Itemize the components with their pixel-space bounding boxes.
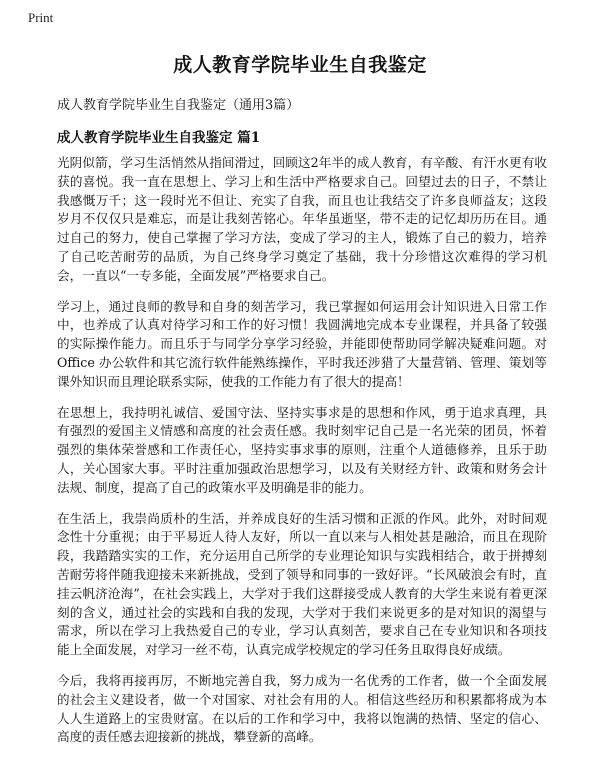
paragraph-1: 光阴似箭，学习生活悄然从指间滑过，回顾这2年半的成人教育，有辛酸、有汗水更有收获的喜悦。我一直在思想上、学习上和生活中严格要求自己。回望过去的日子，不禁让我感慨万千；这一段时光不但让、充实了自我，而且也让我结交了许多良师益友；这段岁月不仅仅只是难忘，而是让我刻苦铭心。年华虽逝坚，带不走的记忆却历历在目。通过自己的努力，使自己掌握了学习方法，变成了学习的主人，锻炼了自己的毅力，培养了自己吃苦耐劳的品质，为自己终身学习奠定了基础，我十分珍惜这次难得的学习机会，一直以“一专多能，全面发展”严格要求自己。 bbox=[57, 155, 547, 283]
paragraph-4: 在生活上，我崇尚质朴的生活，并养成良好的生活习惯和正派的作风。此外，对时间观念性十分重视；由于平易近人待人友好，所以一直以来与人相处甚是融洽，而且在现阶段，我踏踏实实的工作，充分运用自己所学的专业理论知识与实践相结合，敢于拼搏刻苦耐劳将伴随我迎接未来新挑战，受到了领导和同事的一致好评。“长风破浪会有时，直挂云帆济沧海”，在社会实践上，大学对于我们这群接受成人教育的大学生来说有着更深刻的含义，通过社会的实践和自我的发现，大学对于我们来说更多的是对知识的渴望与需求，所以在学习上我热爱自己的专业，学习认真刻苦，要求自己在专业知识和各项技能上全面发展，对学习一丝不苟，认真完成学校规定的学习任务且取得良好成绩。 bbox=[57, 510, 547, 658]
paragraph-2: 学习上，通过良师的教导和自身的刻苦学习，我已掌握如何运用会计知识进入日常工作中，也养成了认真对待学习和工作的好习惯！我圆满地完成本专业课程，并具备了较强的实际操作能力。而且乐于与同学分享学习经验，并能即使帮助同学解决疑难问题。对Office 办公软件和其它流行软件能熟练操作，平时我还涉猎了大量营销、管理、策划等课外知识而且理论联系实际，使我的工作能力有了很大的提高！ bbox=[57, 298, 547, 389]
document-body bbox=[57, 154, 547, 759]
section-heading: 成人教育学院毕业生自我鉴定 篇1 bbox=[57, 130, 261, 146]
paragraph-5: 今后，我将再接再厉，不断地完善自我，努力成为一名优秀的工作者，做一个全面发展的社会主义建设者，做一个对国家、对社会有用的人。相信这些经历和积累都将成为本人人生道路上的宝贵财富。在以后的工作和学习中，我将以饱满的热情、坚定的信心、高度的责任感去迎接新的挑战，攀登新的高峰。 bbox=[57, 672, 547, 745]
print-label: Print bbox=[28, 10, 54, 25]
paragraph-3: 在思想上，我持明礼诚信、爱国守法、坚持实事求是的思想和作风，勇于追求真理，具有强烈的爱国主义情感和高度的社会责任感。我时刻牢记自己是一名光荣的团员，怀着强烈的集体荣誉感和工作责任心，坚持实事求事的原则，注重个人道德修养，且乐于助人，关心国家大事。平时注重加强政治思想学习，以及有关财经方针、政策和财务会计法规、制度，提高了自己的政策水平及明确是非的能力。 bbox=[57, 404, 547, 495]
document-subtitle: 成人教育学院毕业生自我鉴定（通用3篇） bbox=[57, 98, 300, 113]
page-title: 成人教育学院毕业生自我鉴定 bbox=[173, 54, 427, 76]
